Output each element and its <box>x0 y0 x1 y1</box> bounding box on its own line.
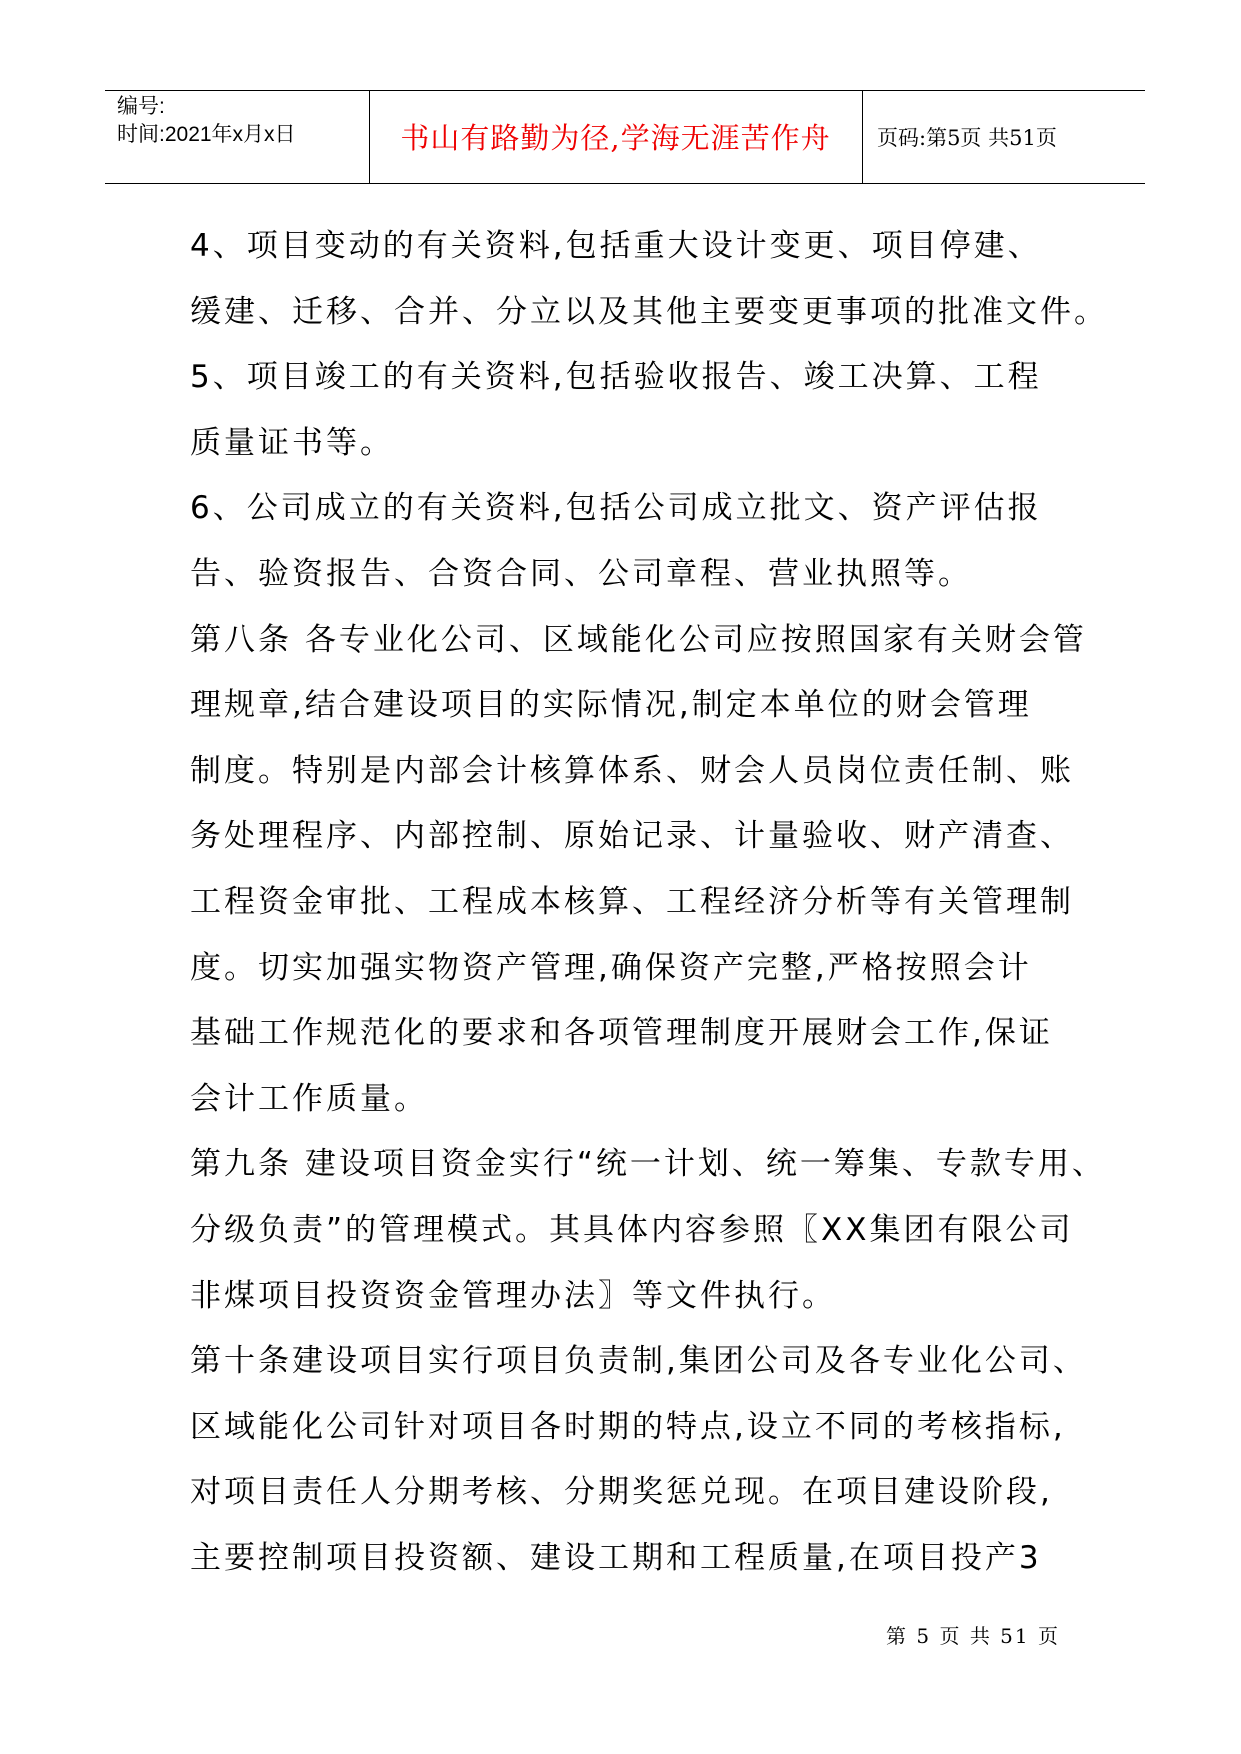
body-line: 分级负责”的管理模式。其具体内容参照〖XX集团有限公司 <box>190 1211 1074 1248</box>
body-line: 第八条 各专业化公司、区域能化公司应按照国家有关财会管 <box>190 621 1087 658</box>
body-line: 6、公司成立的有关资料,包括公司成立批文、资产评估报 <box>190 490 1042 527</box>
header-number-label: 编号: <box>117 95 165 118</box>
body-line: 质量证书等。 <box>190 424 394 461</box>
body-line: 第十条建设项目实行项目负责制,集团公司及各专业化公司、 <box>190 1343 1087 1380</box>
document-body <box>190 214 1108 1591</box>
body-line: 理规章,结合建设项目的实际情况,制定本单位的财会管理 <box>190 687 1032 724</box>
body-line: 缓建、迁移、合并、分立以及其他主要变更事项的批准文件。 <box>190 293 1108 330</box>
body-line: 度。切实加强实物资产管理,确保资产完整,严格按照会计 <box>190 949 1032 986</box>
body-line: 制度。特别是内部会计核算体系、财会人员岗位责任制、账 <box>190 752 1074 789</box>
header-page-code: 页码:第5页 共51页 <box>877 125 1057 150</box>
body-line: 区域能化公司针对项目各时期的特点,设立不同的考核指标, <box>190 1408 1066 1445</box>
body-line: 务处理程序、内部控制、原始记录、计量验收、财产清查、 <box>190 818 1074 855</box>
header-meta <box>117 93 296 149</box>
header-motto: 书山有路勤为径,学海无涯苦作舟 <box>400 121 831 155</box>
body-line: 会计工作质量。 <box>190 1080 428 1117</box>
body-line: 工程资金审批、工程成本核算、工程经济分析等有关管理制 <box>190 883 1074 920</box>
page-footer: 第 5 页 共 51 页 <box>886 1624 1060 1648</box>
header-divider-right <box>862 91 863 183</box>
body-line: 基础工作规范化的要求和各项管理制度开展财会工作,保证 <box>190 1015 1053 1052</box>
body-line: 主要控制项目投资额、建设工期和工程质量,在项目投产3 <box>190 1539 1042 1576</box>
body-line: 非煤项目投资资金管理办法〗等文件执行。 <box>190 1277 836 1314</box>
body-line: 5、项目竣工的有关资料,包括验收报告、竣工决算、工程 <box>190 359 1042 396</box>
page-header <box>105 90 1145 184</box>
body-line: 4、项目变动的有关资料,包括重大设计变更、项目停建、 <box>190 228 1042 264</box>
body-line: 告、验资报告、合资合同、公司章程、营业执照等。 <box>190 555 972 592</box>
body-line: 第九条 建设项目资金实行“统一计划、统一筹集、专款专用、 <box>190 1146 1106 1183</box>
body-line: 对项目责任人分期考核、分期奖惩兑现。在项目建设阶段, <box>190 1474 1053 1511</box>
header-time-label: 时间:2021年x月x日 <box>117 123 296 146</box>
